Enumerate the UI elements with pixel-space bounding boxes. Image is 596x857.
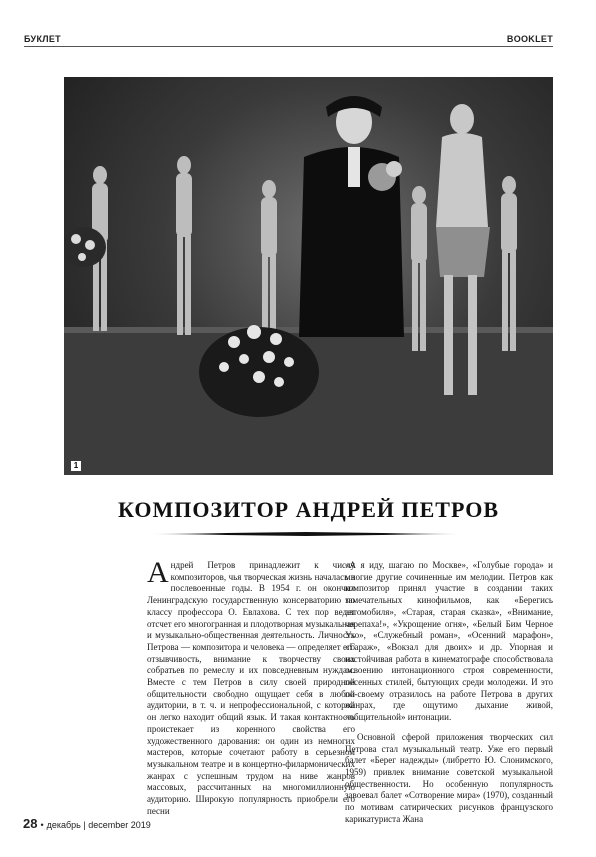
page-number: 28	[23, 816, 38, 831]
title-ornament-rule	[148, 532, 464, 536]
photo-number-badge: 1	[71, 461, 81, 471]
header-rule	[24, 46, 553, 47]
article-title: КОМПОЗИТОР АНДРЕЙ ПЕТРОВ	[117, 497, 500, 522]
side-letter	[0, 430, 31, 442]
side-letter	[0, 387, 31, 399]
article-column-right	[345, 560, 553, 825]
side-letter	[0, 301, 31, 313]
article-paragraph	[147, 556, 355, 817]
side-letter	[0, 559, 31, 571]
article-paragraph: Основной сферой приложения творческих сил Петрова стал музыкальный театр. Уже его первый балет «Берег надежды» (либретто Ю. Слонимского, 1959) привлек внимание советской музыкальной общественности. Но особенную популярность завоевал балет «Сотворение мира» (1970), созданный по мотивам сатирических рисунков французского карикатуриста Жана	[345, 731, 553, 824]
article-column-left	[147, 556, 355, 817]
side-letter	[0, 516, 31, 528]
side-letter	[0, 602, 31, 614]
side-letter	[0, 344, 31, 356]
drop-cap: А	[147, 556, 169, 589]
section-label-en: BOOKLET	[506, 34, 553, 44]
footer-bullet: •	[40, 820, 44, 830]
side-magazine-name	[3, 285, 15, 629]
section-label-ru: БУКЛЕТ	[24, 34, 61, 44]
paragraph-text: ндрей Петров принадлежит к числу композиторов, чья творческая жизнь началась в послевоенные годы. В 1954 г. он окончил Ленинградскую государственную консерваторию по классу профессора О. Евлахова. С тех пор ведет отсчет его многогранная и плодотворная музыкальная и музыкально-общественная деятельность. Личность Петрова — композитора и человека — определяет его отзывчивость, внимание к творчеству своих собратьев по ремеслу и их повседневным нуждам. Вместе с тем Петров в силу своей природной общительности свободно ощущает себя в любой аудитории, в т. ч. и непрофессиональной, с которой он легко находит общий язык. И такая контактность проистекает из коренного свойства его художественного дарования: он один из немногих мастеров, которые сочетают работу в серьезном музыкальном театре и в концертно-филармонических жанрах с успешным трудом на ниве жанров массовых, рассчитанных на многомиллионную аудиторию. Широкую популярность приобрели его песни	[147, 560, 355, 816]
issue-date: декабрь | december 2019	[46, 820, 151, 830]
stage-photo	[64, 77, 553, 475]
page-footer	[23, 815, 151, 833]
article-paragraph: «А я иду, шагаю по Москве», «Голубые города» и многие другие сочиненные им мелодии. Петров как композитор принял участие в создании таких замечательных кинофильмов, как «Берегись автомобиля», «Старая, старая сказка», «Внимание, черепаха!», «Укрощение огня», «Белый Бим Черное Ухо», «Служебный роман», «Осенний марафон», «Гараж», «Вокзал для двоих» и др. Упорная и настойчивая работа в кинематографе способствовала освоению интонационного строя современности, песенных стилей, бытующих среди молодежи. И это по-своему отразилось на работе Петрова в других жанрах, где ощутимо дыхание живой, «общительной» интонации.	[345, 560, 553, 723]
side-letter	[0, 473, 31, 485]
